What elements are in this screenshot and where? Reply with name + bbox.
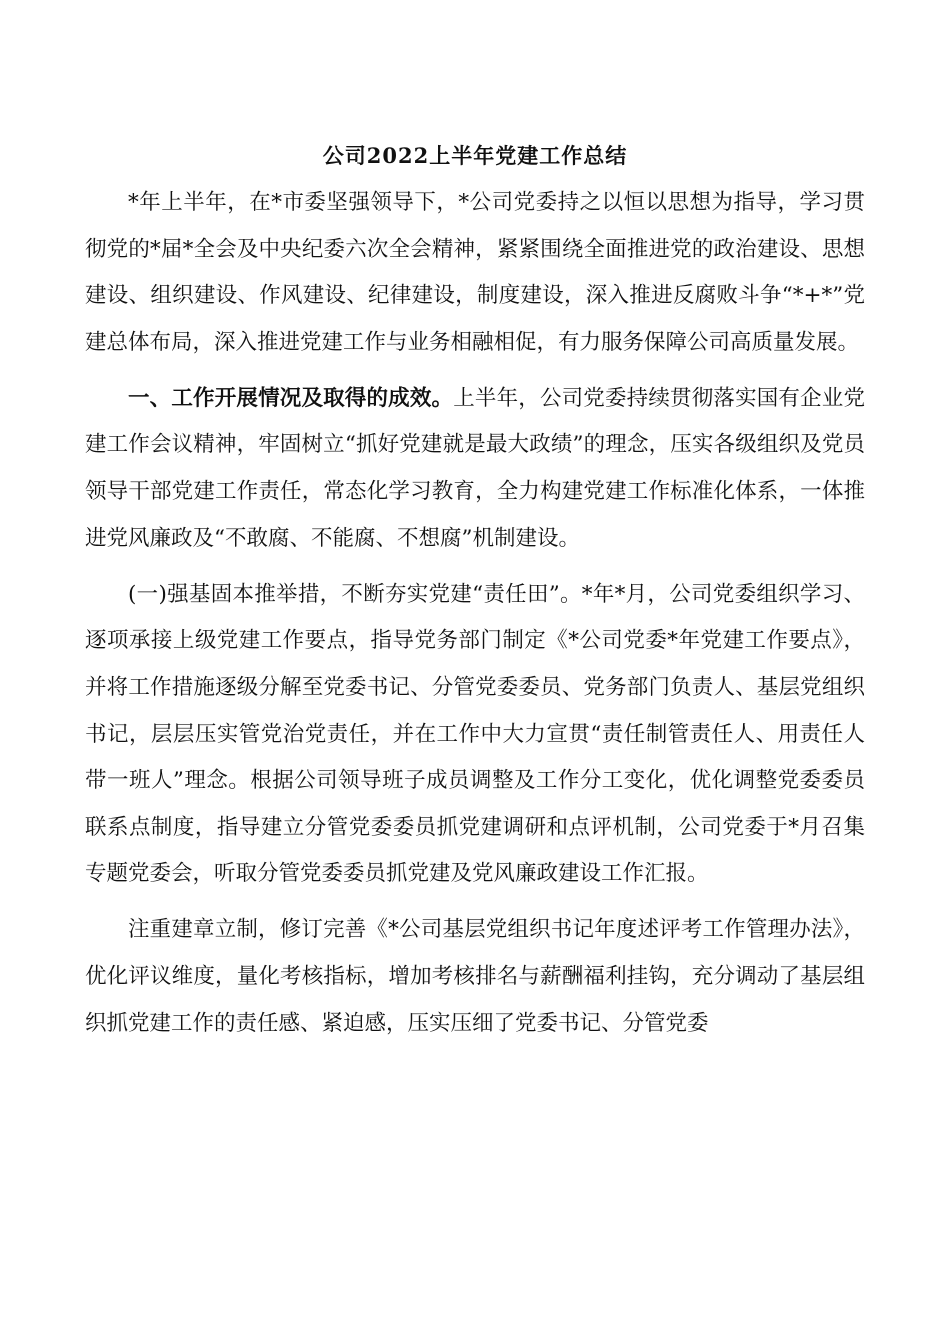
- paragraph-text: 注重建章立制，修订完善《*公司基层党组织书记年度述评考工作管理办法》，优化评议维度，量化考核指标，增加考核排名与薪酬福利挂钩，充分调动了基层组织抓党建工作的责任感、紧迫感，压实压细了党委书记、分管党委: [85, 917, 865, 1036]
- paragraph-text: *年上半年，在*市委坚强领导下，*公司党委持之以恒以思想为指导，学习贯彻党的*届*全会及中央纪委六次全会精神，紧紧围绕全面推进党的政治建设、思想建设、组织建设、作风建设、纪律建设，制度建设，深入推进反腐败斗争“*+*”党建总体布局，深入推进党建工作与业务相融相促，有力服务保障公司高质量发展。: [85, 190, 865, 355]
- paragraph-section-one: [85, 376, 865, 562]
- paragraph-subsection-one: [85, 572, 865, 898]
- paragraph-text: (一)强基固本推举措，不断夯实党建“责任田”。*年*月，公司党委组织学习、逐项承接上级党建工作要点，指导党务部门制定《*公司党委*年党建工作要点》，并将工作措施逐级分解至党委书记、分管党委委员、党务部门负责人、基层党组织书记，层层压实管党治党责任，并在工作中大力宣贯“责任制管责任人、用责任人带一班人”理念。根据公司领导班子成员调整及工作分工变化，优化调整党委委员联系点制度，指导建立分管党委委员抓党建调研和点评机制，公司党委于*月召集专题党委会，听取分管党委委员抓党建及党风廉政建设工作汇报。: [85, 581, 865, 887]
- document-body: [85, 180, 865, 1047]
- paragraph-intro: [85, 180, 865, 366]
- section-heading: 一、工作开展情况及取得的成效。: [128, 385, 454, 411]
- paragraph-rules: [85, 907, 865, 1047]
- paragraph-text: 上半年，公司党委持续贯彻落实国有企业党建工作会议精神，牢固树立“抓好党建就是最大政绩”的理念，压实各级组织及党员领导干部党建工作责任，常态化学习教育，全力构建党建工作标准化体系，一体推进党风廉政及“不敢腐、不能腐、不想腐”机制建设。: [85, 385, 865, 551]
- document-title: 公司2022上半年党建工作总结: [322, 143, 628, 168]
